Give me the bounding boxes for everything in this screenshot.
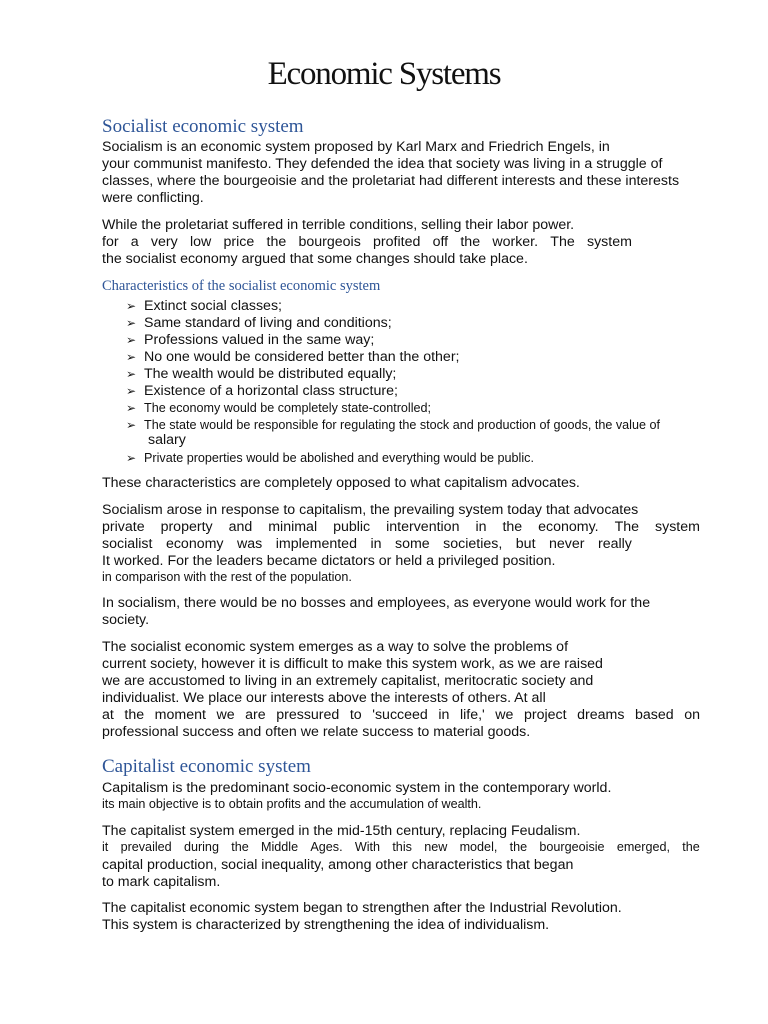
word: at: [102, 707, 114, 723]
word: public: [333, 519, 371, 535]
word: never: [549, 536, 585, 552]
word: bourgeois: [298, 234, 361, 250]
list-item: ➢ No one would be considered better than the other;: [126, 349, 460, 365]
paragraph-line: in comparison with the rest of the population.: [102, 570, 352, 584]
word: prevailed: [120, 840, 172, 854]
paragraph-line: The capitalist economic system began to strengthen after the Industrial Revolution.: [102, 900, 622, 916]
word: The: [614, 519, 640, 535]
word: was: [237, 536, 263, 552]
list-item: ➢ The state would be responsible for regulating the stock and production of goods, the value of: [126, 418, 660, 432]
paragraph-line-justified: [102, 707, 700, 724]
word: With: [354, 840, 381, 854]
paragraph-line: the socialist economy argued that some changes should take place.: [102, 251, 528, 267]
word: model,: [459, 840, 498, 854]
word: low: [189, 234, 212, 250]
word: pressured: [276, 707, 340, 723]
paragraph-line: This system is characterized by strengthening the idea of individualism.: [102, 917, 550, 933]
word: but: [515, 536, 536, 552]
arrow-bullet-icon: ➢: [126, 384, 137, 398]
paragraph-line: It worked. For the leaders became dictators or held a privileged position.: [102, 553, 556, 569]
paragraph-line: In socialism, there would be no bosses and employees, as everyone would work for the: [102, 595, 651, 611]
word: the: [124, 707, 145, 723]
paragraph-line-justified: [102, 519, 700, 536]
arrow-bullet-icon: ➢: [126, 401, 137, 415]
list-item: ➢ Extinct social classes;: [126, 298, 282, 314]
paragraph-line: Socialism arose in response to capitalism, the prevailing system today that advocates: [102, 502, 639, 518]
word: economy.: [538, 519, 599, 535]
characteristics-heading: Characteristics of the socialist economic system: [102, 278, 381, 294]
word: emerged,: [616, 840, 671, 854]
paragraph-line: individualist. We place our interests above the interests of others. At all: [102, 690, 546, 706]
word: economy: [165, 536, 224, 552]
word: price: [223, 234, 255, 250]
word: in: [475, 519, 487, 535]
list-item: ➢ Private properties would be abolished and everything would be public.: [126, 451, 534, 465]
capitalist-heading: Capitalist economic system: [102, 756, 311, 777]
word: worker.: [492, 234, 539, 250]
word: system: [586, 234, 632, 250]
word: new: [424, 840, 448, 854]
word: this: [392, 840, 412, 854]
word: really: [598, 536, 632, 552]
word: the: [509, 840, 528, 854]
list-item: ➢ The economy would be completely state-controlled;: [126, 401, 432, 415]
word: moment: [154, 707, 206, 723]
arrow-bullet-icon: ➢: [126, 299, 137, 313]
paragraph-line: Capitalism is the predominant socio-economic system in the contemporary world.: [102, 780, 612, 796]
paragraph-line: capital production, social inequality, among other characteristics that began: [102, 857, 574, 873]
page-title: Economic Systems: [267, 56, 501, 92]
word: in: [438, 707, 450, 723]
word: the: [460, 234, 481, 250]
word: the: [266, 234, 287, 250]
word: Middle: [261, 840, 299, 854]
arrow-bullet-icon: ➢: [126, 418, 137, 432]
word: very: [150, 234, 178, 250]
word: Ages.: [310, 840, 343, 854]
word: private: [102, 519, 145, 535]
arrow-bullet-icon: ➢: [126, 333, 137, 347]
word: we: [495, 707, 514, 723]
word: a: [130, 234, 139, 250]
word: profited: [373, 234, 421, 250]
word: the: [231, 840, 249, 854]
paragraph-line: were conflicting.: [102, 190, 204, 206]
word: based: [634, 707, 674, 723]
paragraph-line: society.: [102, 612, 150, 628]
list-item: ➢ The wealth would be distributed equally;: [126, 366, 397, 382]
paragraph-line-justified: [102, 839, 700, 856]
word: off: [432, 234, 449, 250]
word: property: [160, 519, 213, 535]
arrow-bullet-icon: ➢: [126, 316, 137, 330]
word: for: [102, 234, 119, 250]
paragraph-line: professional success and often we relate success to material goods.: [102, 724, 531, 740]
word: dreams: [577, 707, 625, 723]
list-item: ➢ Same standard of living and conditions;: [126, 315, 392, 331]
word: project: [523, 707, 567, 723]
list-item: ➢ Existence of a horizontal class structure;: [126, 383, 398, 399]
word: bourgeoisie: [539, 840, 605, 854]
word: intervention: [386, 519, 460, 535]
word: and: [228, 519, 253, 535]
list-item: ➢ Professions valued in the same way;: [126, 332, 375, 348]
paragraph-line-justified: [102, 234, 632, 251]
paragraph-line: current society, however it is difficult to make this system work, as we are raised: [102, 656, 603, 672]
paragraph-line: classes, where the bourgeoisie and the proletariat had different interests and these interests: [102, 173, 680, 189]
word: implemented: [275, 536, 357, 552]
word: on: [684, 707, 700, 723]
word: minimal: [268, 519, 318, 535]
word: are: [245, 707, 266, 723]
arrow-bullet-icon: ➢: [126, 451, 137, 465]
word: some: [394, 536, 430, 552]
paragraph-line: we are accustomed to living in an extremely capitalist, meritocratic society and: [102, 673, 594, 689]
paragraph-line: to mark capitalism.: [102, 874, 221, 890]
word: in: [370, 536, 382, 552]
paragraph-line: your communist manifesto. They defended the idea that society was living in a struggle of: [102, 156, 663, 172]
paragraph-line: The socialist economic system emerges as a way to solve the problems of: [102, 639, 569, 655]
word: to: [349, 707, 362, 723]
socialist-heading: Socialist economic system: [102, 116, 304, 137]
paragraph-line: These characteristics are completely opposed to what capitalism advocates.: [102, 475, 580, 491]
paragraph-line: While the proletariat suffered in terrible conditions, selling their labor power.: [102, 217, 575, 233]
word: during: [183, 840, 219, 854]
word: socialist: [102, 536, 153, 552]
word: we: [216, 707, 235, 723]
paragraph-line: its main objective is to obtain profits and the accumulation of wealth.: [102, 797, 482, 811]
list-item-continuation: salary: [148, 432, 186, 448]
word: life,': [459, 707, 485, 723]
paragraph-line: The capitalist system emerged in the mid-15th century, replacing Feudalism.: [102, 823, 581, 839]
word: societies,: [443, 536, 503, 552]
word: system: [655, 519, 700, 535]
word: the: [682, 840, 700, 854]
word: it: [102, 840, 109, 854]
word: The: [550, 234, 575, 250]
paragraph-line-justified: [102, 536, 632, 553]
paragraph-line: Socialism is an economic system proposed by Karl Marx and Friedrich Engels, in: [102, 139, 610, 155]
word: the: [502, 519, 523, 535]
arrow-bullet-icon: ➢: [126, 367, 137, 381]
arrow-bullet-icon: ➢: [126, 350, 137, 364]
word: 'succeed: [372, 707, 428, 723]
